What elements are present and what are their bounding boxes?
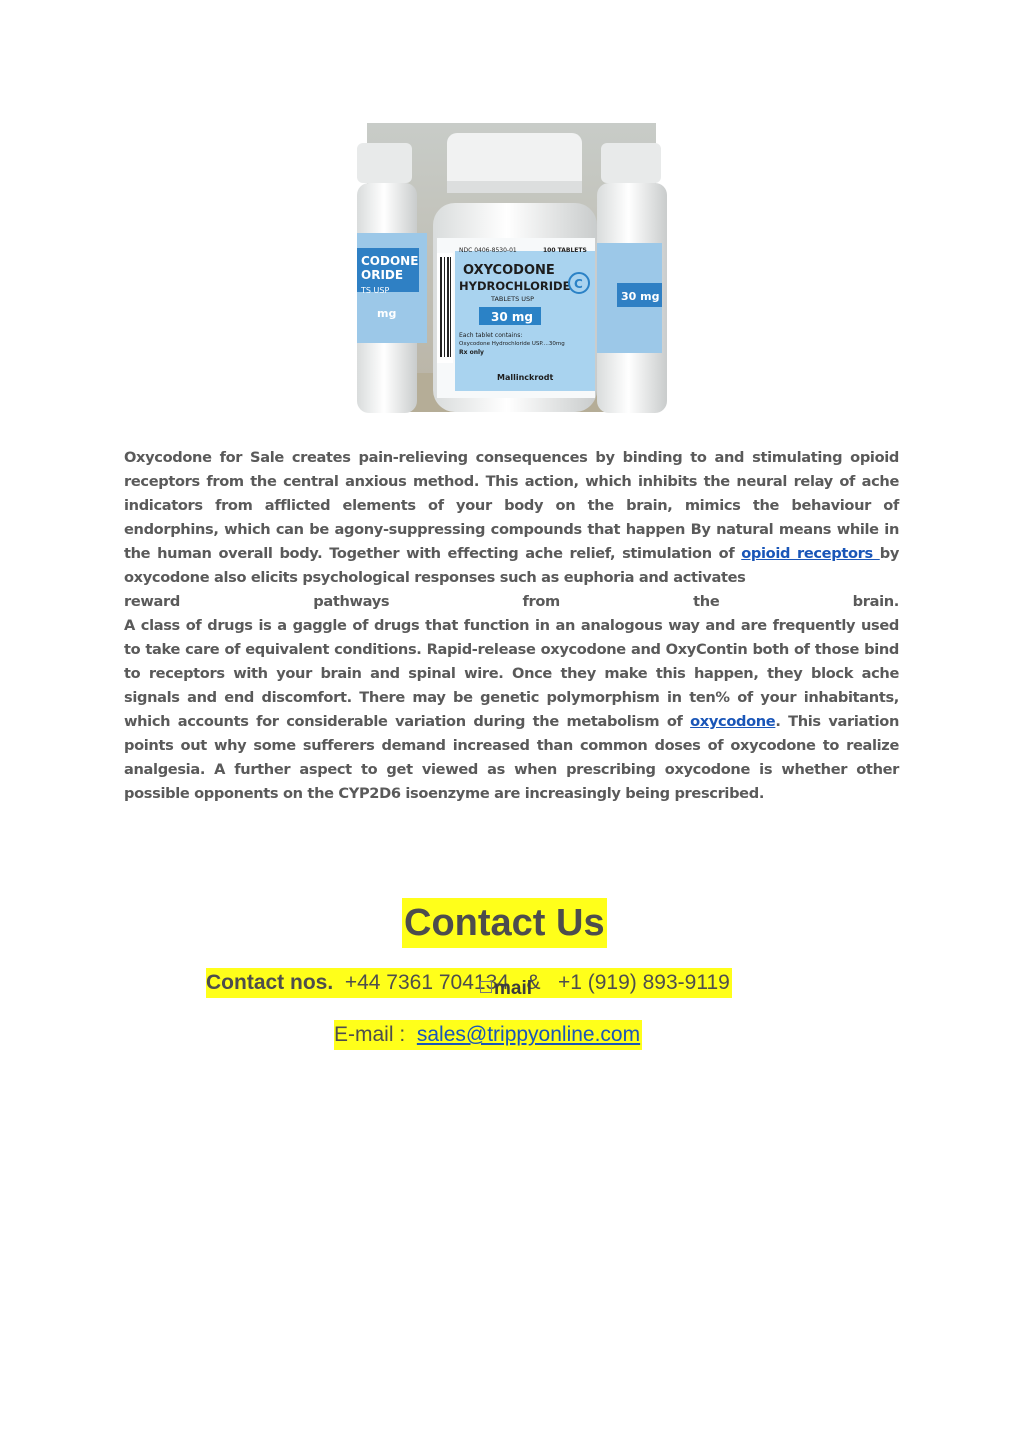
phone-separator: & <box>526 971 541 994</box>
side-left-label-4: mg <box>377 307 397 320</box>
paragraph-2-text: A class of drugs is a gaggle of drugs that function in an analogous way and are frequently used to take care of equivalent conditions. Rapid-release oxycodone and OxyContin both of those bind to receptors with your brain and spinal wire. Once they make this happen, they block ache signals and end discomfort. There may be genetic polymorphism in ten% of your inhabitants, which accounts for considerable variation during the metabolism of <box>124 617 899 730</box>
contact-numbers-row <box>206 968 732 998</box>
label-drug-line1: OXYCODONE <box>463 263 555 278</box>
contact-us-heading: Contact Us <box>402 898 607 948</box>
oxycodone-link[interactable]: oxycodone <box>690 713 776 730</box>
contact-nos-label: Contact nos. <box>206 971 334 994</box>
label-tablets: TABLETS USP <box>491 295 535 303</box>
paragraph-2-text-after-link: . This variation points out why some sufferers demand increased than common doses of oxycodone to realize analgesia. A further aspect to get viewed as when prescribing oxycodone is whether other possible opponents on the CYP2D6 isoenzyme are increasingly being prescribed. <box>124 713 899 802</box>
label-maker: Mallinckrodt <box>497 373 554 382</box>
label-contents: Oxycodone Hydrochloride USP....30mg <box>459 341 565 347</box>
paragraph-1-last-line: reward pathways from the brain. <box>124 593 899 610</box>
phone-uk: +44 7361 704134 <box>344 971 509 994</box>
product-photo <box>361 123 660 412</box>
side-left-label-2: ORIDE <box>361 268 404 282</box>
side-left-label-1: CODONE <box>361 254 419 268</box>
mail-overlap-text <box>480 978 532 1000</box>
phone-us: +1 (919) 893-9119 <box>557 971 730 994</box>
mail-overlap-label: mail <box>494 978 533 999</box>
opioid-receptors-link[interactable]: opioid receptors <box>741 545 880 562</box>
label-each: Each tablet contains: <box>459 332 523 339</box>
article-body <box>124 446 899 806</box>
label-strength: 30 mg <box>491 310 533 324</box>
label-ndc: NDC 0406-8530-01 <box>459 247 517 254</box>
label-count: 100 TABLETS <box>543 247 587 254</box>
email-label: E-mail : <box>334 1023 406 1046</box>
paragraph-1-text-after-link: by oxycodone also elicits psychological responses such as euphoria and activates <box>124 545 899 586</box>
email-link[interactable]: sales@trippyonline.com <box>416 1023 641 1046</box>
svg-text:C: C <box>574 277 583 291</box>
label-drug-line2: HYDROCHLORIDE <box>459 279 571 293</box>
missing-glyph-icon <box>480 981 492 993</box>
label-rx: Rx only <box>459 349 484 356</box>
side-right-label: 30 mg <box>621 290 660 303</box>
paragraph-1-text: Oxycodone for Sale creates pain-relieving consequences by binding to and stimulating opioid receptors from the central anxious method. This action, which inhibits the neural relay of ache indicators from afflicted elements of your body on the brain, mimics the behaviour of endorphins, which can be agony-suppressing compounds that happen By natural means while in the human overall body. Together with effecting ache relief, stimulation of <box>124 449 899 562</box>
email-row <box>334 1020 642 1050</box>
side-left-label-3: TS USP <box>361 286 390 295</box>
